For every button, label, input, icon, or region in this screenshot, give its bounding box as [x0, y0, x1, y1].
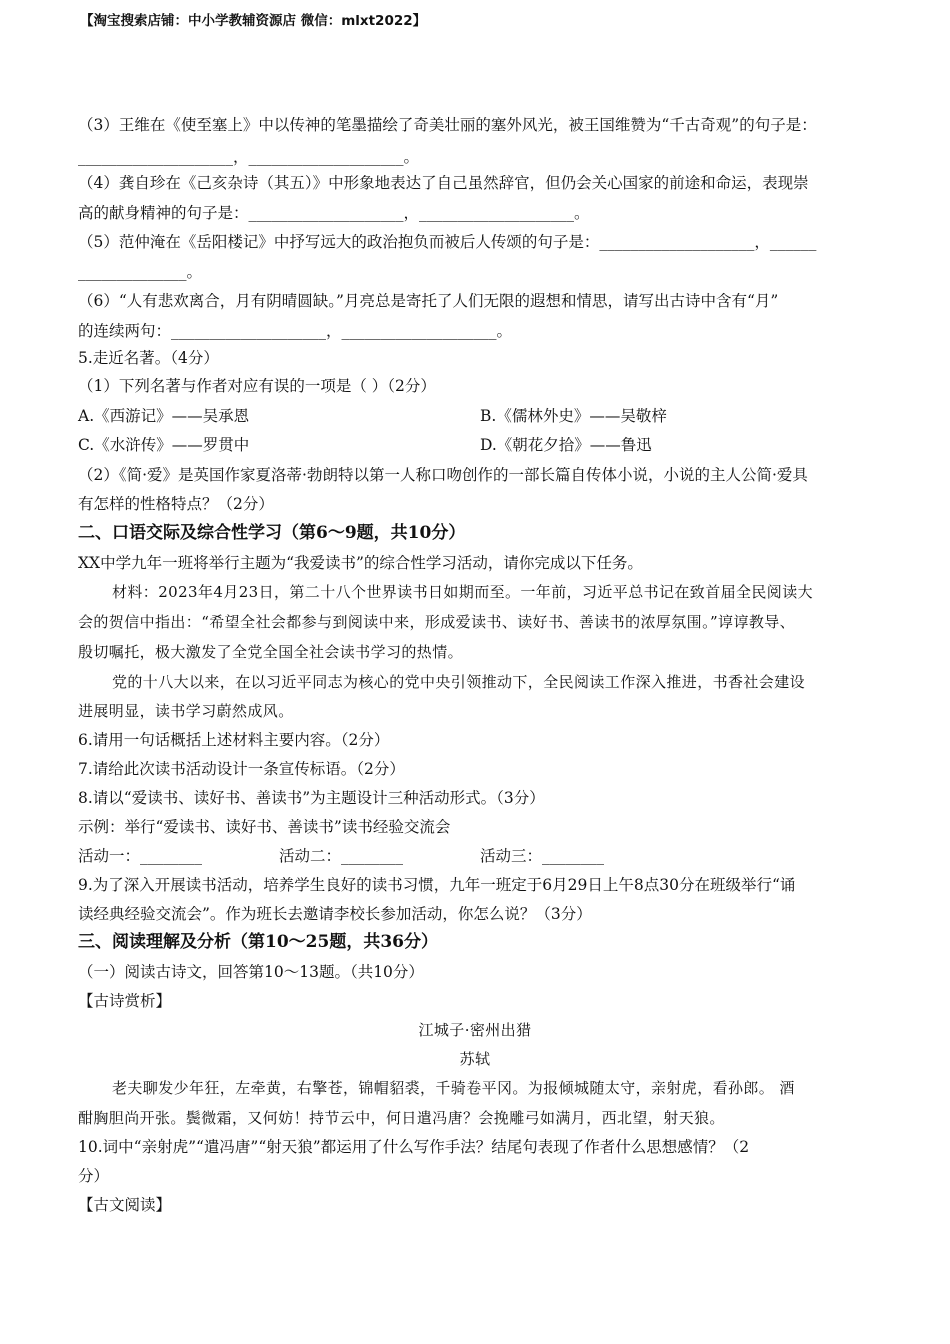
page-header: 【淘宝搜索店铺：中小学教辅资源店 微信：mlxt2022】 — [80, 13, 427, 29]
question-5-title: 5.走近名著。（4分） — [78, 349, 219, 367]
section-3-part-1: （一）阅读古诗文，回答第10～13题。（共10分） — [78, 963, 424, 981]
poem-text-line-1: 老夫聊发少年狂，左牵黄，右擎苍，锦帽貂裘，千骑卷平冈。为报倾城随太守，亲射虎，看孙郎。 酒 — [112, 1079, 795, 1097]
section-2-title: 二、口语交际及综合性学习（第6～9题，共10分） — [78, 523, 466, 543]
question-10-line-1: 10.词中“亲射虎”“遣冯唐”“射天狼”都运用了什么写作手法？结尾句表现了作者什么思想感情？（2 — [78, 1138, 750, 1156]
section-3-title: 三、阅读理解及分析（第10～25题，共36分） — [78, 932, 438, 952]
question-8: 8.请以“爱读书、读好书、善读书”为主题设计三种活动形式。（3分） — [78, 789, 545, 807]
option-d: D.《朝花夕拾》——鲁迅 — [480, 436, 652, 454]
poem-heading: 【古诗赏析】 — [78, 992, 172, 1010]
question-4-6-line-2: 的连续两句：____________________，____________________。 — [78, 322, 513, 340]
option-c: C.《水浒传》——罗贯中 — [78, 436, 250, 454]
material-2-line-2: 进展明显，读书学习蔚然成风。 — [78, 702, 294, 720]
poem-title: 江城子·密州出猎 — [418, 1021, 532, 1039]
question-9-line-1: 9.为了深入开展读书活动，培养学生良好的读书习惯，九年一班定于6月29日上午8点30分在班级举行“诵 — [78, 876, 796, 894]
option-b: B.《儒林外史》——吴敬梓 — [480, 407, 667, 425]
activity-1-blank: 活动一：________ — [78, 847, 203, 865]
question-4-5-line-1: （5）范仲淹在《岳阳楼记》中抒写远大的政治抱负而被后人传颂的句子是：____________________，______ — [78, 233, 817, 251]
question-5-2-line-2: 有怎样的性格特点？（2分） — [78, 495, 274, 513]
material-2-line-1: 党的十八大以来，在以习近平同志为核心的党中央引领推动下，全民阅读工作深入推进，书香社会建设 — [112, 673, 806, 691]
question-4-5-line-2: ______________。 — [78, 263, 203, 281]
question-10-line-2: 分） — [78, 1167, 110, 1185]
question-7: 7.请给此次读书活动设计一条宣传标语。（2分） — [78, 760, 405, 778]
question-5-1: （1）下列名著与作者对应有误的一项是（ ）（2分） — [78, 377, 436, 395]
question-8-example: 示例：举行“爱读书、读好书、善读书”读书经验交流会 — [78, 818, 451, 836]
question-9-line-2: 读经典经验交流会”。作为班长去邀请李校长参加活动，你怎么说？（3分） — [78, 905, 592, 923]
prose-heading: 【古文阅读】 — [78, 1196, 172, 1214]
question-4-6-line-1: （6）“人有悲欢离合，月有阴晴圆缺。”月亮总是寄托了人们无限的遐想和情思，请写出古诗中含有“月” — [78, 292, 779, 310]
activity-3-blank: 活动三：________ — [480, 847, 605, 865]
material-1-line-1: 材料：2023年4月23日，第二十八个世界读书日如期而至。一年前，习近平总书记在致首届全民阅读大 — [112, 583, 814, 601]
material-1-line-2: 会的贺信中指出：“希望全社会都参与到阅读中来，形成爱读书、读好书、善读书的浓厚氛围。”谆谆教导、 — [78, 613, 796, 631]
question-5-2-line-1: （2）《简·爱》是英国作家夏洛蒂·勃朗特以第一人称口吻创作的一部长篇自传体小说，小说的主人公简·爱具 — [78, 466, 808, 484]
question-4-4-line-1: （4）龚自珍在《己亥杂诗（其五）》中形象地表达了自己虽然辞官，但仍会关心国家的前途和命运，表现崇 — [78, 174, 809, 192]
poem-author: 苏轼 — [459, 1050, 491, 1068]
material-1-line-3: 殷切嘱托，极大激发了全党全国全社会读书学习的热情。 — [78, 643, 464, 661]
question-6: 6.请用一句话概括上述材料主要内容。（2分） — [78, 731, 390, 749]
question-4-4-line-2: 高的献身精神的句子是：____________________，____________________。 — [78, 204, 590, 222]
question-4-3-line-1: （3）王维在《使至塞上》中以传神的笔墨描绘了奇美壮丽的塞外风光，被王国维赞为“千古奇观”的句子是： — [78, 116, 817, 134]
question-4-3-blanks: ____________________，____________________。 — [78, 148, 420, 166]
section-2-intro: XX中学九年一班将举行主题为“我爱读书”的综合性学习活动，请你完成以下任务。 — [78, 554, 643, 572]
activity-2-blank: 活动二：________ — [279, 847, 404, 865]
option-a: A.《西游记》——吴承恩 — [78, 407, 250, 425]
poem-text-line-2: 酣胸胆尚开张。鬓微霜，又何妨！持节云中，何日遣冯唐？会挽雕弓如满月，西北望，射天狼。 — [78, 1109, 725, 1127]
